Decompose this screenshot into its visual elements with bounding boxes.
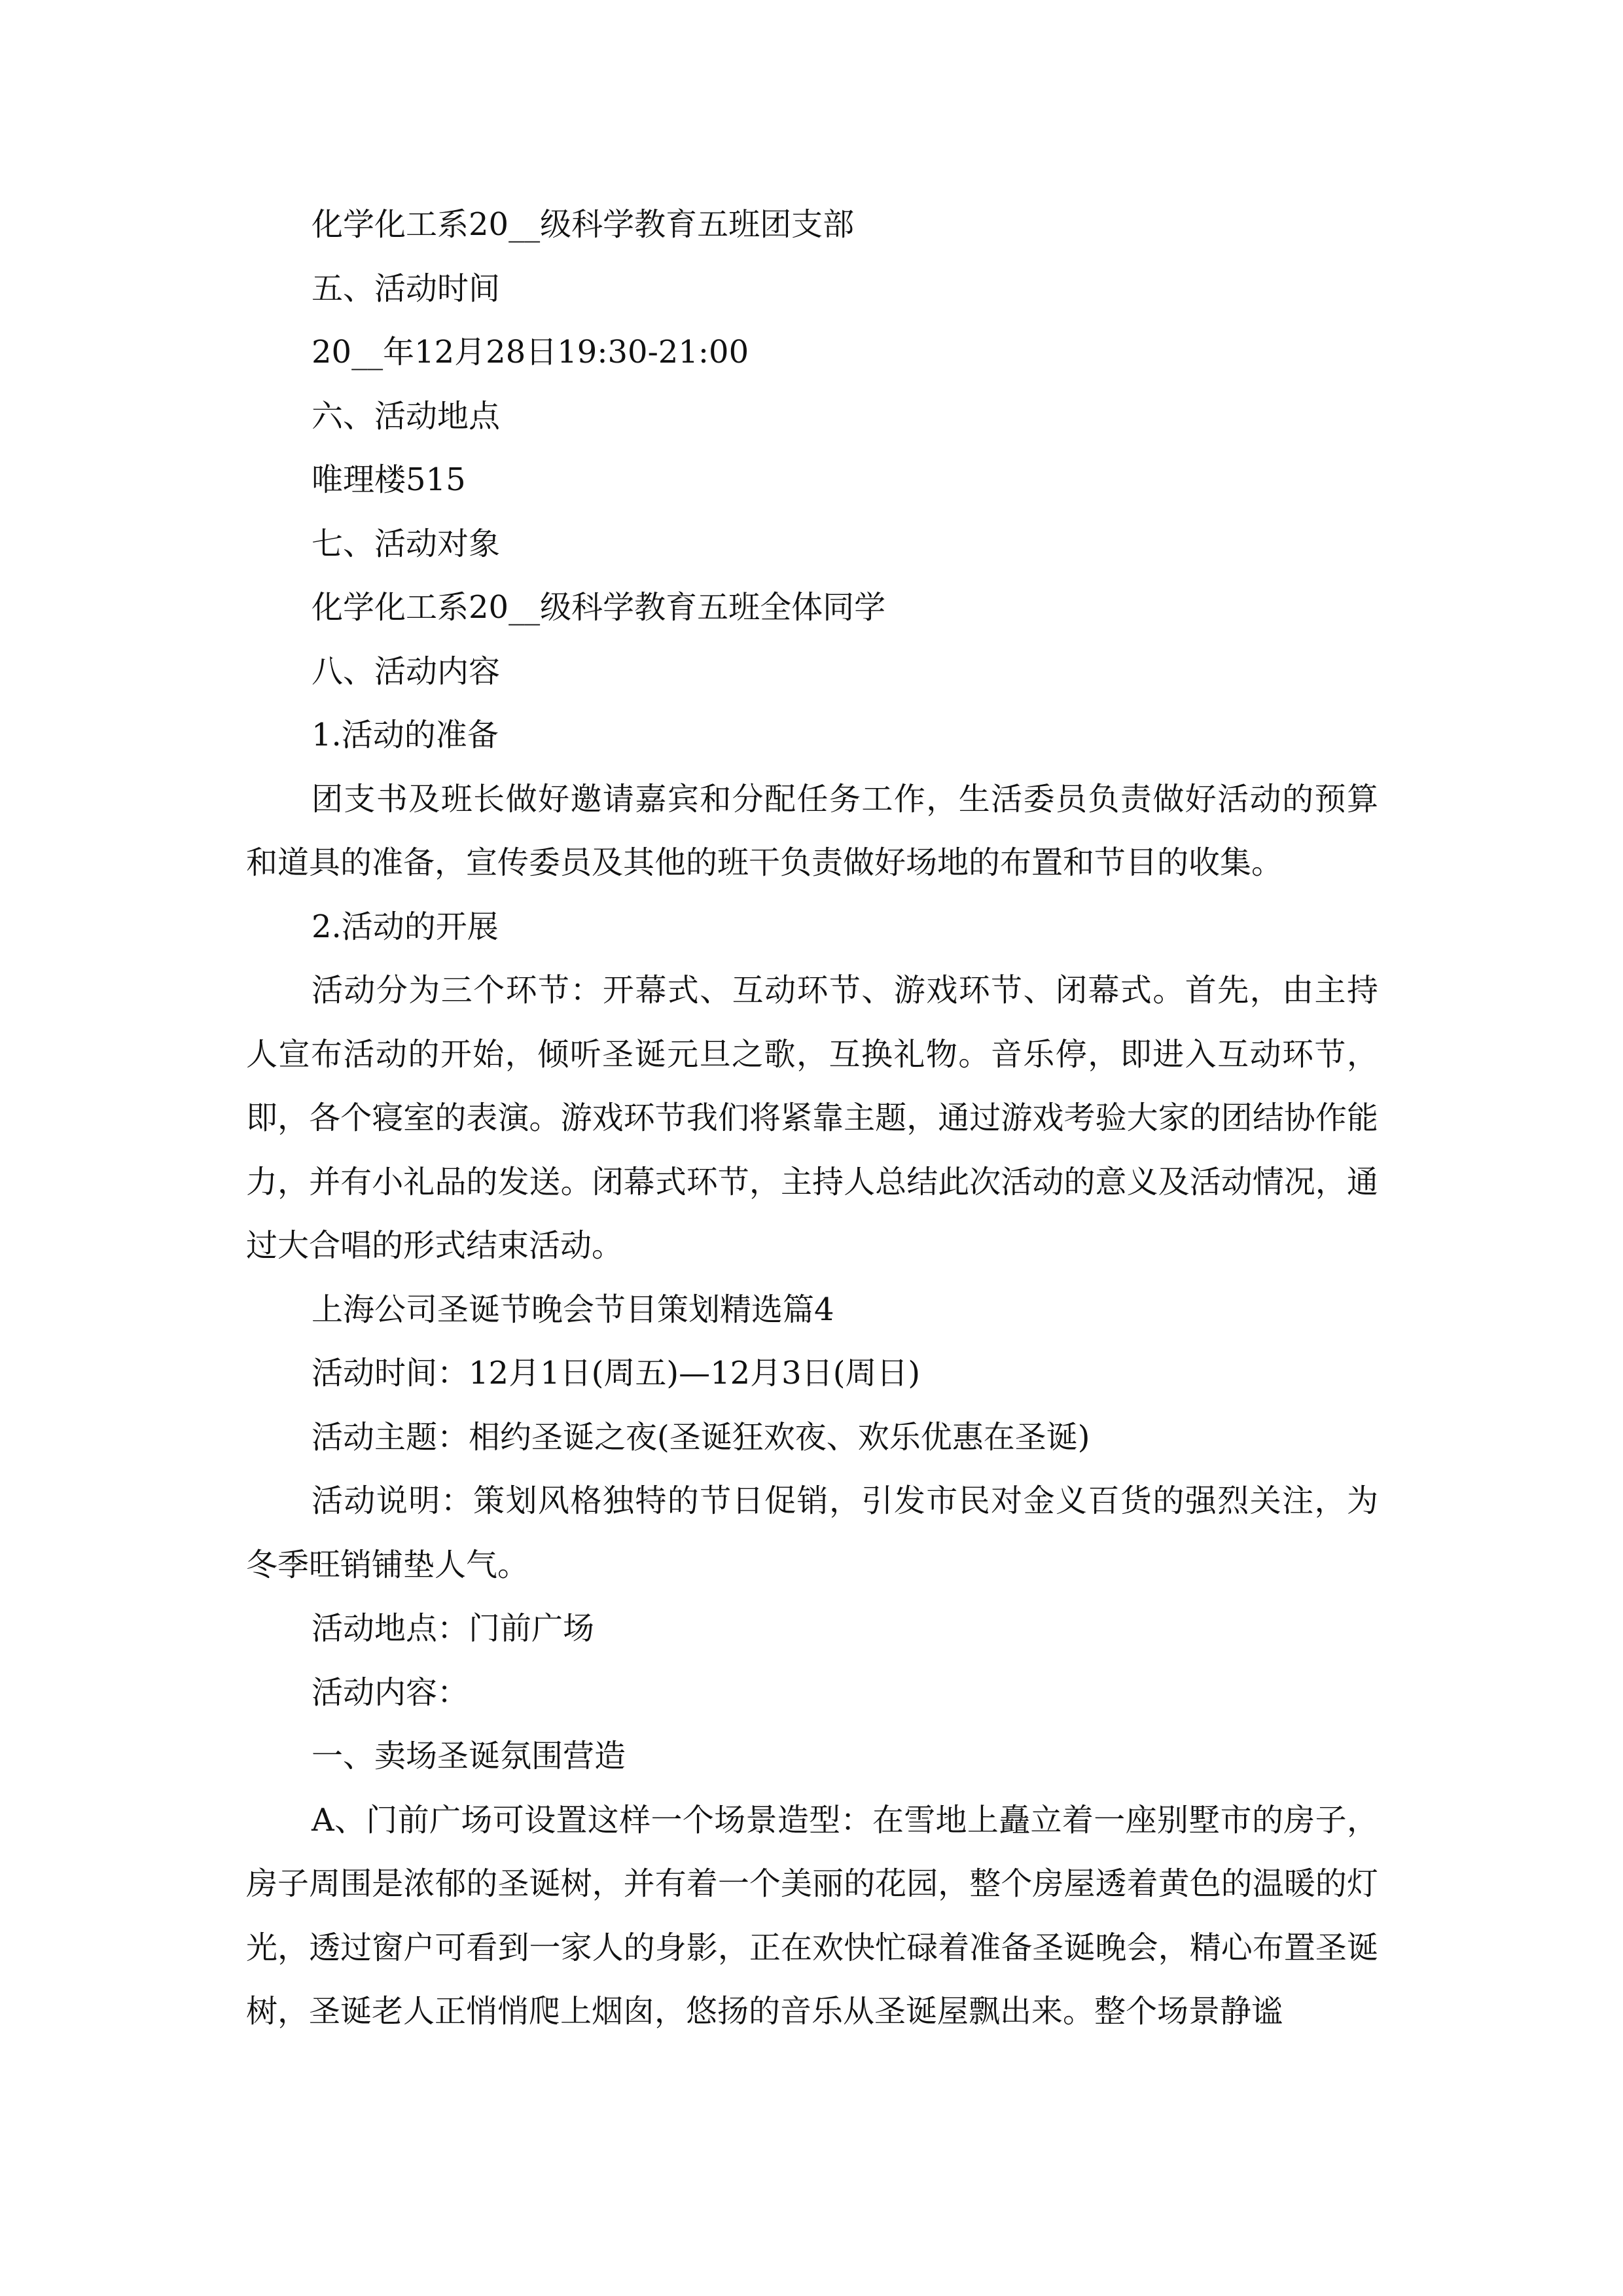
paragraph-event-content-label: 活动内容： — [312, 1674, 469, 1711]
paragraph-event-description: 活动说明：策划风格独特的节日促销，引发市民对金义百货的强烈关注，为冬季旺销铺垫人气。 — [246, 1482, 1378, 1583]
section-title: 上海公司圣诞节晚会节目策划精选篇4 — [312, 1291, 834, 1328]
paragraph-activity-time: 20__年12月28日19:30-21:00 — [312, 334, 749, 370]
heading-store-atmosphere: 一、卖场圣诞氛围营造 — [312, 1738, 626, 1774]
heading-execution: 2.活动的开展 — [312, 908, 499, 945]
heading-activity-audience: 七、活动对象 — [312, 525, 501, 562]
paragraph-event-time: 活动时间：12月1日(周五)—12月3日(周日) — [312, 1355, 921, 1391]
heading-preparation: 1.活动的准备 — [312, 717, 499, 753]
paragraph-activity-location: 唯理楼515 — [312, 461, 466, 498]
paragraph-plaza-scene: A、门前广场可设置这样一个场景造型：在雪地上矗立着一座别墅市的房子，房子周围是浓郁的圣诞树，并有着一个美丽的花园，整个房屋透着黄色的温暖的灯光，透过窗户可看到一家人的身影，正在欢快忙碌着准备圣诞晚会，精心布置圣诞树，圣诞老人正悄悄爬上烟囱，悠扬的音乐从圣诞屋飘出来。整个场景静谧 — [246, 1801, 1378, 2030]
paragraph-organizer: 化学化工系20__级科学教育五班团支部 — [312, 206, 855, 243]
paragraph-event-theme: 活动主题：相约圣诞之夜(圣诞狂欢夜、欢乐优惠在圣诞) — [312, 1418, 1090, 1456]
heading-activity-content: 八、活动内容 — [312, 653, 501, 690]
heading-activity-location: 六、活动地点 — [312, 397, 501, 435]
document-body — [246, 193, 1378, 2044]
paragraph-execution: 活动分为三个环节：开幕式、互动环节、游戏环节、闭幕式。首先，由主持人宣布活动的开始，倾听圣诞元旦之歌，互换礼物。音乐停，即进入互动环节，即，各个寝室的表演。游戏环节我们将紧靠主题，通过游戏考验大家的团结协作能力，并有小礼品的发送。闭幕式环节，主持人总结此次活动的意义及活动情况，通过大合唱的形式结束活动。 — [246, 972, 1378, 1264]
paragraph-preparation: 团支书及班长做好邀请嘉宾和分配任务工作，生活委员负责做好活动的预算和道具的准备，宣传委员及其他的班干负责做好场地的布置和节目的收集。 — [246, 780, 1378, 881]
heading-activity-time: 五、活动时间 — [312, 270, 501, 307]
paragraph-event-location: 活动地点：门前广场 — [312, 1610, 595, 1647]
paragraph-activity-audience: 化学化工系20__级科学教育五班全体同学 — [312, 589, 886, 626]
